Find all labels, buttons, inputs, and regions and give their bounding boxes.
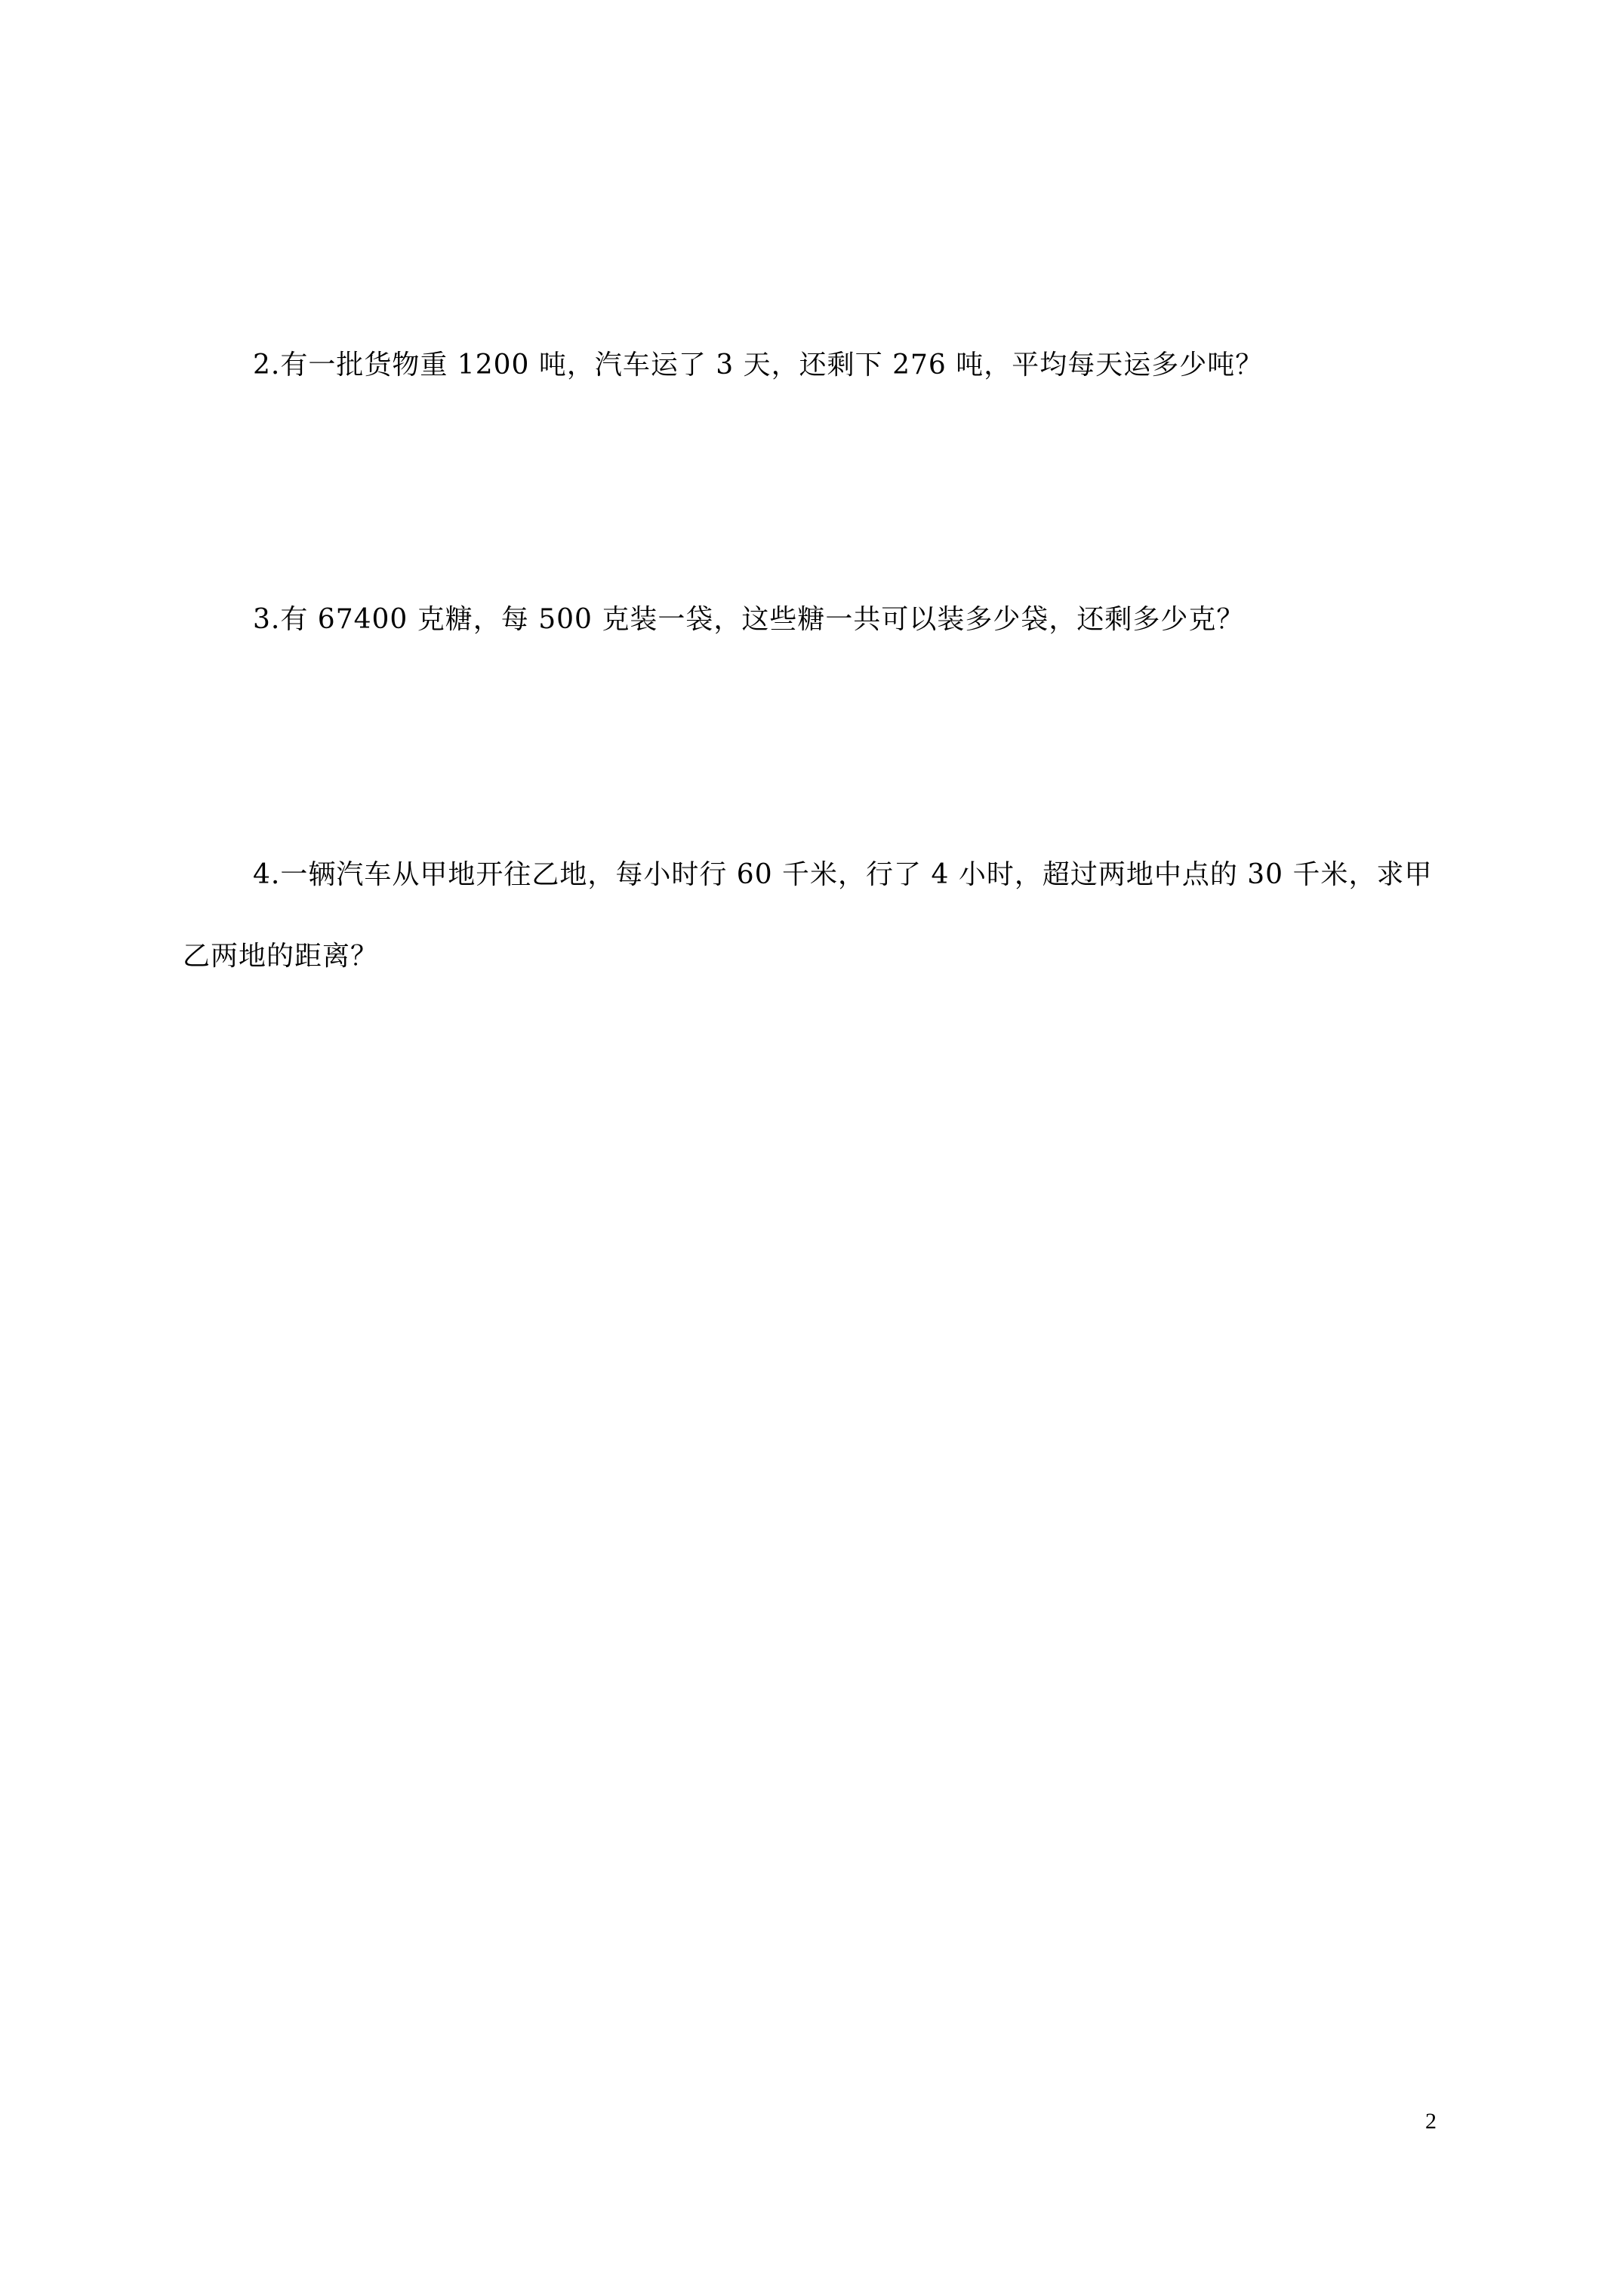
question-3 — [183, 579, 1451, 661]
question-4-text: 4.一辆汽车从甲地开往乙地，每小时行 60 千米，行了 4 小时，超过两地中点的 30 千米，求甲乙两地的距离？ — [183, 859, 1433, 972]
page-number: 2 — [1425, 2109, 1437, 2134]
question-2 — [183, 325, 1451, 406]
question-3-text: 3.有 67400 克糖，每 500 克装一袋，这些糖一共可以装多少袋，还剩多少克？ — [253, 604, 1245, 635]
question-4 — [183, 834, 1451, 997]
question-2-text: 2.有一批货物重 1200 吨，汽车运了 3 天，还剩下 276 吨，平均每天运多少吨？ — [253, 350, 1264, 381]
